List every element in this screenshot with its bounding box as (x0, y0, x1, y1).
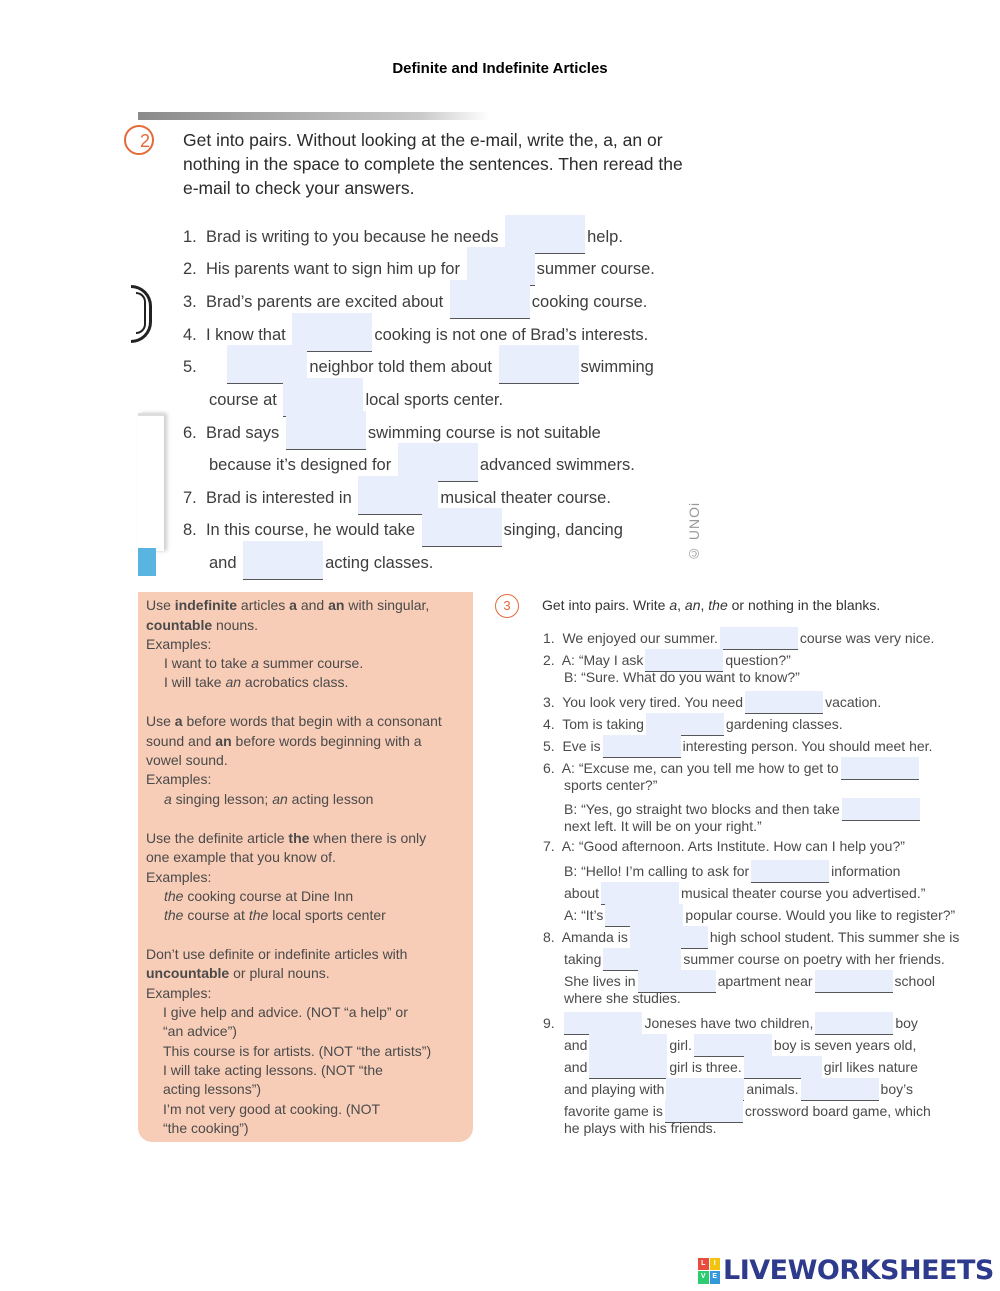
answer-blank[interactable] (603, 735, 681, 758)
answer-blank[interactable] (603, 948, 681, 971)
ex2-item-3: 3. Brad’s parents are excited about cooking course. (183, 280, 647, 319)
ex3-item-5: 5. Eve is interesting person. You should meet her. (543, 735, 932, 758)
ex3-item-6-c: B: “Yes, go straight two blocks and then take (564, 798, 922, 821)
answer-blank[interactable] (589, 1056, 667, 1079)
ex3-item-2-b: B: “Sure. What do you want to know?” (564, 669, 800, 685)
ex2-item-6-cont: because it’s designed for advanced swimmers. (209, 443, 635, 482)
answer-blank[interactable] (815, 1012, 893, 1035)
ex2-item-6: 6. Brad says swimming course is not suitable (183, 411, 601, 450)
answer-blank[interactable] (745, 691, 823, 714)
answer-blank[interactable] (720, 627, 798, 650)
answer-blank[interactable] (694, 1034, 772, 1057)
ex3-item-8: 8. Amanda is high school student. This summer she is (543, 926, 959, 949)
exercise-2-instructions: Get into pairs. Without looking at the e-mail, write the, a, an or nothing in the space to complete the sentences. Then reread the e-mail to check your answers. (183, 130, 683, 198)
answer-blank[interactable] (801, 1078, 879, 1101)
page-title: Definite and Indefinite Articles (392, 60, 608, 77)
answer-blank[interactable] (630, 926, 708, 949)
ex2-item-7: 7. Brad is interested in musical theater course. (183, 476, 611, 515)
answer-blank[interactable] (744, 1056, 822, 1079)
answer-blank[interactable] (842, 798, 920, 821)
answer-blank[interactable] (601, 882, 679, 905)
ex2-item-8-cont: and acting classes. (209, 541, 433, 580)
ex2-item-5-cont: course at local sports center. (209, 378, 503, 417)
exercise-2-number-badge: 2 (124, 125, 154, 155)
answer-blank[interactable] (605, 904, 683, 927)
copyright-mark: © UNOi (686, 501, 702, 562)
exercise-2-header-bar (138, 112, 490, 120)
ex3-item-7: 7. A: “Good afternoon. Arts Institute. How can I help you?” (543, 838, 905, 854)
answer-blank[interactable] (564, 1012, 642, 1035)
answer-blank[interactable] (243, 541, 323, 580)
ex2-item-2: 2. His parents want to sign him up for summer course. (183, 247, 655, 286)
exercise-3-instructions: Get into pairs. Write a, an, the or nothing in the blanks. (542, 597, 881, 613)
ex3-item-4: 4. Tom is taking gardening classes. (543, 713, 843, 736)
ex2-item-8: 8. In this course, he would take singing, dancing (183, 508, 623, 547)
answer-blank[interactable] (589, 1034, 667, 1057)
liveworksheets-logo: L I V E LIVEWORKSHEETS (698, 1255, 994, 1286)
ex3-item-8-c: She lives in apartment near school (564, 970, 935, 993)
decorative-blue-tab (138, 548, 156, 576)
ex3-item-6-b: sports center?” (564, 777, 658, 793)
answer-blank[interactable] (666, 1078, 744, 1101)
decorative-arc-inner (136, 292, 146, 334)
ex3-item-8-b: taking summer course on poetry with her friends. (564, 948, 945, 971)
ex2-item-5: 5. neighbor told them about swimming (183, 345, 654, 384)
answer-blank[interactable] (815, 970, 893, 993)
decorative-card-edge (138, 413, 164, 551)
ex3-item-9: 9. Joneses have two children, boy (543, 1012, 918, 1035)
ex3-item-7-d: A: “It’s popular course. Would you like to register?” (564, 904, 955, 927)
answer-blank[interactable] (751, 860, 829, 883)
ex3-item-9-b: and girl. boy is seven years old, (564, 1034, 916, 1057)
ex3-item-3: 3. You look very tired. You need vacation. (543, 691, 881, 714)
ex3-item-9-f: he plays with his friends. (564, 1120, 717, 1136)
ex3-item-9-e: favorite game is crossword board game, which (564, 1100, 931, 1123)
answer-blank[interactable] (841, 757, 919, 780)
ex3-item-9-c: and girl is three. girl likes nature (564, 1056, 918, 1079)
liveworksheets-icon: L I V E (698, 1258, 720, 1284)
exercise-3-number-badge: 3 (495, 594, 519, 618)
answer-blank[interactable] (422, 508, 502, 547)
ex3-item-8-d: where she studies. (564, 990, 681, 1006)
ex3-item-6-d: next left. It will be on your right.” (564, 818, 762, 834)
ex2-item-4: 4. I know that cooking is not one of Brad’s interests. (183, 313, 648, 352)
ex3-item-2: 2. A: “May I ask question?” (543, 649, 791, 672)
ex3-item-7-b: B: “Hello! I’m calling to ask for information (564, 860, 900, 883)
ex2-item-1: 1. Brad is writing to you because he needs help. (183, 215, 623, 254)
grammar-reference-box: Use indefinite articles a and an with singular, countable nouns. Examples: I want to take a summer course. I will take an acrobatics class. Use a before words that begin with a consonant sound and an before words beginning with a vowel sound. Examples: a singing lesson; an acting lesson Use the definite article the when there is only one example that you know of. Examples: the cooking course at Dine Inn the course at the local sports center Don’t use definite or indefinite articles with uncountable or plural nouns. Examples: I give help and advice. (NOT “a help” or “an advice”) This course is for artists. (NOT “the artists”) I will take acting lessons. (NOT “the acting lessons”) I’m not very good at cooking. (NOT “the cooking”) (138, 592, 473, 1142)
ex3-item-1: 1. We enjoyed our summer. course was very nice. (543, 627, 934, 650)
answer-blank[interactable] (499, 345, 579, 384)
answer-blank[interactable] (646, 713, 724, 736)
ex3-item-6: 6. A: “Excuse me, can you tell me how to get to (543, 757, 921, 780)
ex3-item-9-d: and playing with animals. boy’s (564, 1078, 913, 1101)
ex3-item-7-c: about musical theater course you advertised.” (564, 882, 925, 905)
